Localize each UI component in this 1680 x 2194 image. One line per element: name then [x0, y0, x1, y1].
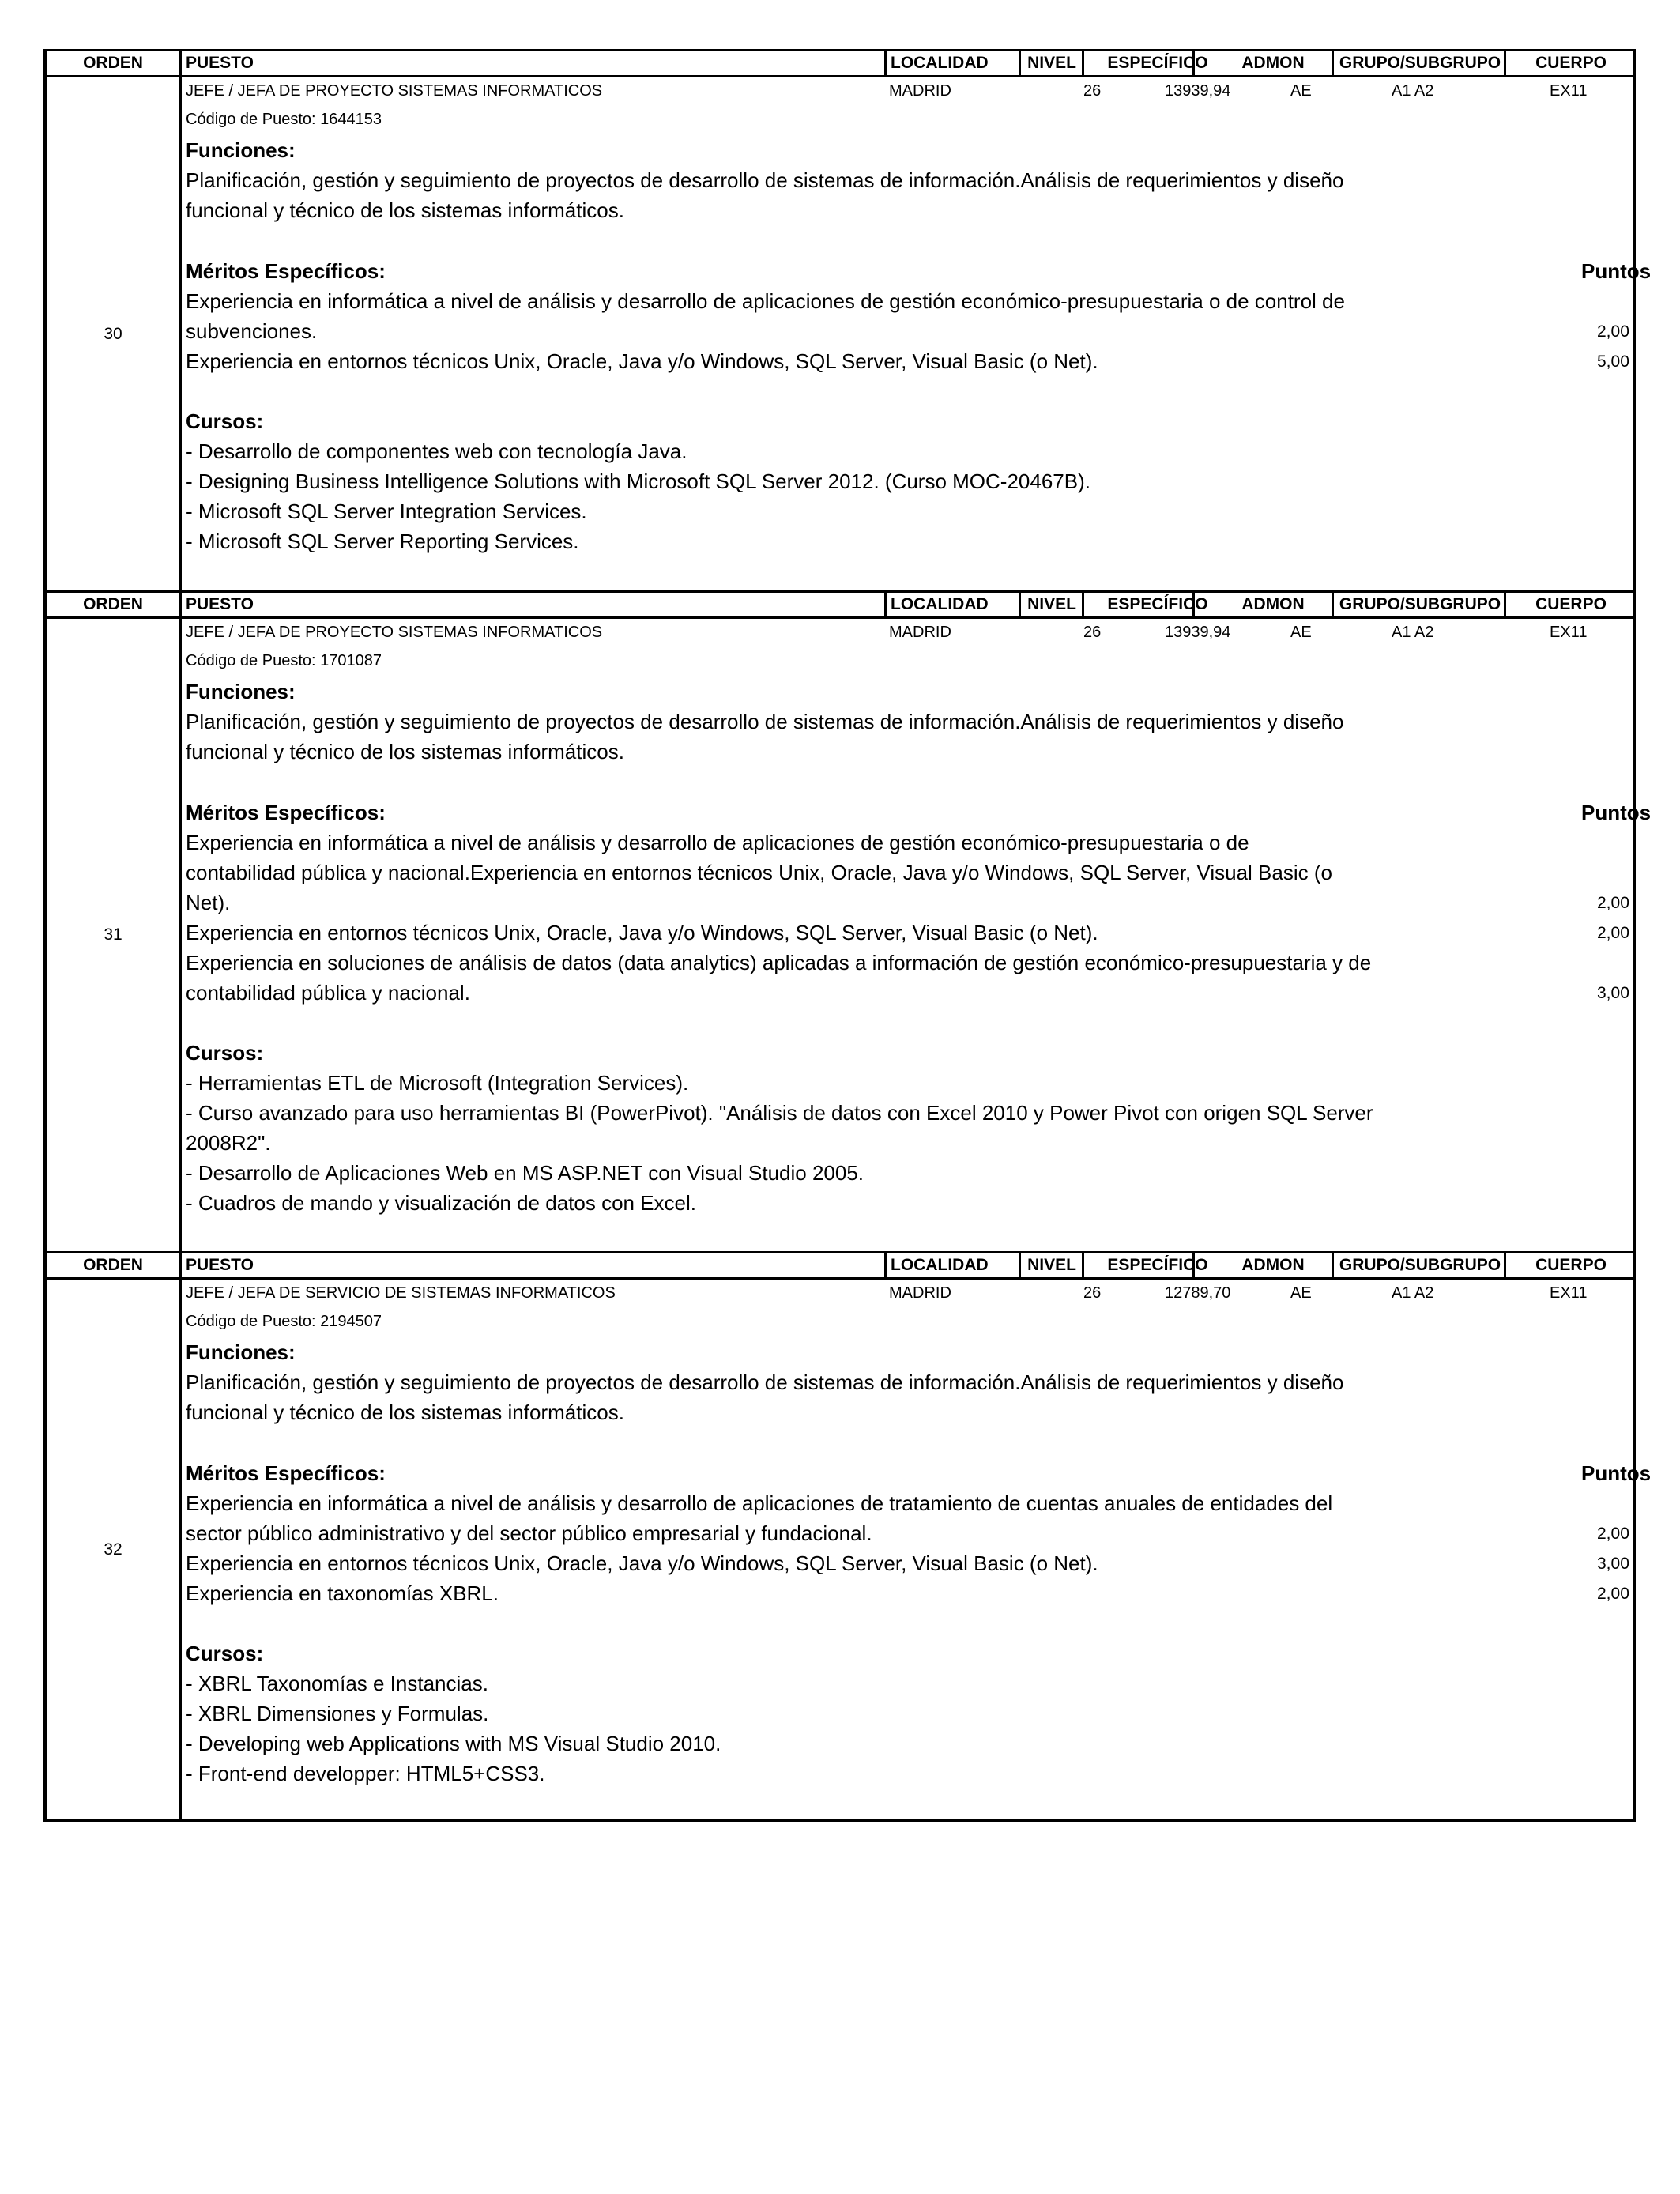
funciones-line: Planificación, gestión y seguimiento de proyectos de desarrollo de sistemas de información.Análisis de requerimientos y diseño: [186, 1370, 1344, 1394]
meritos-label: Méritos Específicos:: [186, 801, 386, 824]
funciones-label: Funciones:: [186, 680, 296, 703]
header-cuerpo: CUERPO: [1535, 54, 1607, 72]
header-puesto: PUESTO: [186, 1256, 254, 1274]
curso-item: - Herramientas ETL de Microsoft (Integration Services).: [186, 1071, 689, 1095]
curso-item: - Front-end developper: HTML5+CSS3.: [186, 1762, 545, 1785]
orden-value: 32: [104, 1540, 122, 1559]
codigo-puesto: Código de Puesto: 1701087: [186, 652, 382, 669]
puntos-value: 2,00: [1597, 1525, 1629, 1543]
cuerpo-value: EX11: [1550, 624, 1588, 641]
funciones-line: funcional y técnico de los sistemas informáticos.: [186, 740, 624, 763]
curso-item: - Microsoft SQL Server Integration Services.: [186, 499, 587, 523]
merito-line: Experiencia en informática a nivel de análisis y desarrollo de aplicaciones de gestión económico-presupuestaria o de: [186, 831, 1249, 854]
codigo-puesto: Código de Puesto: 1644153: [186, 111, 382, 128]
header-cuerpo: CUERPO: [1535, 1256, 1607, 1274]
cuerpo-value: EX11: [1550, 1284, 1588, 1302]
table-header: [47, 590, 1633, 619]
puntos-value: 2,00: [1597, 322, 1629, 341]
merito-line: Experiencia en entornos técnicos Unix, Oracle, Java y/o Windows, SQL Server, Visual Basic (o Net).: [186, 1551, 1098, 1575]
header-nivel: NIVEL: [1027, 595, 1076, 613]
header-admon: ADMON: [1241, 54, 1305, 72]
curso-item: - Microsoft SQL Server Reporting Services.: [186, 530, 579, 553]
header-cuerpo: CUERPO: [1535, 595, 1607, 613]
meritos-label: Méritos Específicos:: [186, 1461, 386, 1485]
puntos-value: 3,00: [1597, 1555, 1629, 1573]
table-header: [47, 1251, 1633, 1280]
header-grupo: GRUPO/SUBGRUPO: [1339, 595, 1501, 613]
curso-item: - Designing Business Intelligence Solutions with Microsoft SQL Server 2012. (Curso MOC-20467B).: [186, 469, 1090, 493]
codigo-puesto: Código de Puesto: 2194507: [186, 1313, 382, 1330]
puestos-table: [43, 49, 1652, 1822]
header-especifico: ESPECÍFICO: [1107, 1256, 1208, 1274]
merito-line: Experiencia en informática a nivel de análisis y desarrollo de aplicaciones de gestión económico-presupuestaria o de control de: [186, 289, 1345, 313]
header-nivel: NIVEL: [1027, 54, 1076, 72]
header-orden: ORDEN: [83, 54, 143, 72]
funciones-line: Planificación, gestión y seguimiento de proyectos de desarrollo de sistemas de información.Análisis de requerimientos y diseño: [186, 168, 1344, 192]
puntos-label: Puntos: [1581, 801, 1652, 824]
merito-line: Experiencia en taxonomías XBRL.: [186, 1581, 499, 1605]
puntos-value: 5,00: [1597, 352, 1629, 371]
puntos-value: 2,00: [1597, 1585, 1629, 1603]
cursos-label: Cursos:: [186, 1041, 264, 1065]
funciones-line: Planificación, gestión y seguimiento de proyectos de desarrollo de sistemas de información.Análisis de requerimientos y diseño: [186, 710, 1344, 733]
header-localidad: LOCALIDAD: [891, 54, 989, 72]
curso-item: - Curso avanzado para uso herramientas BI (PowerPivot). "Análisis de datos con Excel 2010 y Power Pivot con origen SQL Server: [186, 1101, 1373, 1125]
admon-value: AE: [1290, 1284, 1312, 1302]
merito-line: subvenciones.: [186, 319, 318, 343]
header-localidad: LOCALIDAD: [891, 595, 989, 613]
header-orden: ORDEN: [83, 1256, 143, 1274]
admon-value: AE: [1290, 82, 1312, 100]
merito-line: Experiencia en informática a nivel de análisis y desarrollo de aplicaciones de tratamiento de cuentas anuales de entidades del: [186, 1491, 1333, 1515]
grupo-value: A1 A2: [1392, 624, 1434, 641]
merito-line: Experiencia en soluciones de análisis de datos (data analytics) aplicadas a información de gestión económico-presupuestaria y de: [186, 951, 1372, 974]
grupo-value: A1 A2: [1392, 1284, 1434, 1302]
table-row: [47, 77, 1652, 590]
merito-line: Experiencia en entornos técnicos Unix, Oracle, Java y/o Windows, SQL Server, Visual Basic (o Net).: [186, 349, 1098, 373]
table-row: [47, 619, 1652, 1251]
merito-line: Experiencia en entornos técnicos Unix, Oracle, Java y/o Windows, SQL Server, Visual Basic (o Net).: [186, 921, 1098, 944]
curso-item: - XBRL Taxonomías e Instancias.: [186, 1672, 488, 1695]
header-especifico: ESPECÍFICO: [1107, 54, 1208, 72]
table-header: [47, 49, 1633, 77]
table-row: [47, 1280, 1652, 1819]
curso-item: - Desarrollo de componentes web con tecnología Java.: [186, 439, 687, 463]
header-puesto: PUESTO: [186, 595, 254, 613]
nivel-value: 26: [1083, 1284, 1102, 1302]
puntos-value: 2,00: [1597, 924, 1629, 942]
especifico-value: 12789,70: [1165, 1284, 1231, 1302]
localidad-value: MADRID: [889, 624, 951, 641]
localidad-value: MADRID: [889, 1284, 951, 1302]
header-grupo: GRUPO/SUBGRUPO: [1339, 1256, 1501, 1274]
especifico-value: 13939,94: [1165, 82, 1231, 100]
curso-item: - Desarrollo de Aplicaciones Web en MS ASP.NET con Visual Studio 2005.: [186, 1161, 864, 1185]
header-admon: ADMON: [1241, 1256, 1305, 1274]
funciones-line: funcional y técnico de los sistemas informáticos.: [186, 1400, 624, 1424]
funciones-line: funcional y técnico de los sistemas informáticos.: [186, 198, 624, 222]
puntos-label: Puntos: [1581, 259, 1652, 283]
grupo-value: A1 A2: [1392, 82, 1434, 100]
header-especifico: ESPECÍFICO: [1107, 595, 1208, 613]
header-nivel: NIVEL: [1027, 1256, 1076, 1274]
merito-line: contabilidad pública y nacional.: [186, 981, 470, 1005]
header-puesto: PUESTO: [186, 54, 254, 72]
localidad-value: MADRID: [889, 82, 951, 100]
puesto-value: JEFE / JEFA DE SERVICIO DE SISTEMAS INFORMATICOS: [186, 1284, 616, 1302]
merito-line: Net).: [186, 891, 231, 914]
nivel-value: 26: [1083, 82, 1102, 100]
curso-item: - XBRL Dimensiones y Formulas.: [186, 1702, 489, 1725]
merito-line: contabilidad pública y nacional.Experiencia en entornos técnicos Unix, Oracle, Java y/o Windows, SQL Server, Visual Basic (o: [186, 861, 1332, 884]
cuerpo-value: EX11: [1550, 82, 1588, 100]
meritos-label: Méritos Específicos:: [186, 259, 386, 283]
orden-value: 31: [104, 925, 122, 944]
funciones-label: Funciones:: [186, 1340, 296, 1364]
puntos-value: 2,00: [1597, 894, 1629, 912]
especifico-value: 13939,94: [1165, 624, 1231, 641]
cursos-label: Cursos:: [186, 1642, 264, 1665]
admon-value: AE: [1290, 624, 1312, 641]
header-localidad: LOCALIDAD: [891, 1256, 989, 1274]
header-orden: ORDEN: [83, 595, 143, 613]
merito-line: sector público administrativo y del sector público empresarial y fundacional.: [186, 1521, 872, 1545]
nivel-value: 26: [1083, 624, 1102, 641]
curso-item: - Developing web Applications with MS Visual Studio 2010.: [186, 1732, 721, 1755]
orden-value: 30: [104, 324, 122, 343]
curso-item: - Cuadros de mando y visualización de datos con Excel.: [186, 1191, 697, 1215]
puesto-value: JEFE / JEFA DE PROYECTO SISTEMAS INFORMATICOS: [186, 82, 603, 100]
cursos-label: Cursos:: [186, 409, 264, 433]
header-admon: ADMON: [1241, 595, 1305, 613]
curso-item: 2008R2".: [186, 1131, 271, 1155]
header-grupo: GRUPO/SUBGRUPO: [1339, 54, 1501, 72]
puntos-value: 3,00: [1597, 984, 1629, 1002]
funciones-label: Funciones:: [186, 138, 296, 162]
puesto-value: JEFE / JEFA DE PROYECTO SISTEMAS INFORMATICOS: [186, 624, 603, 641]
puntos-label: Puntos: [1581, 1461, 1652, 1485]
